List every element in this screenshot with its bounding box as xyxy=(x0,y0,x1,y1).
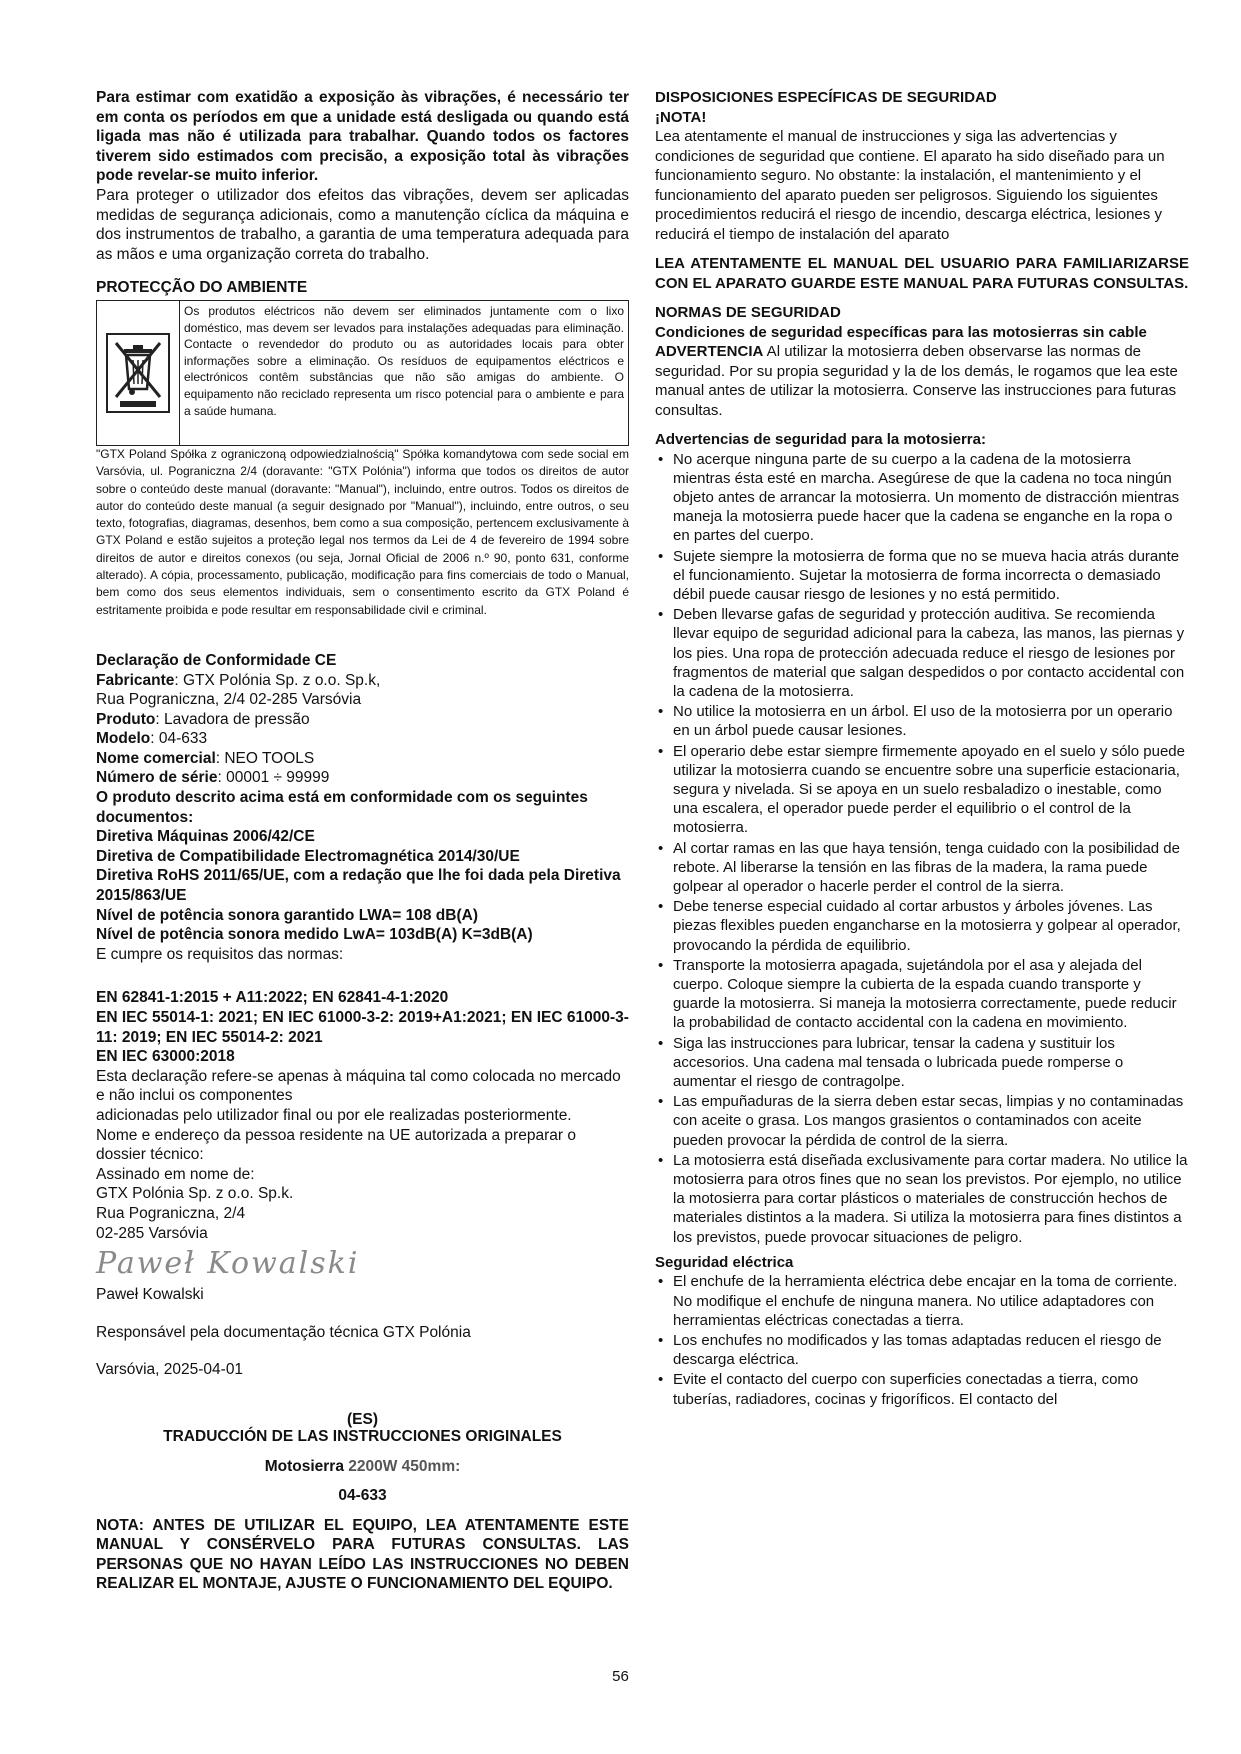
environment-heading: PROTECÇÃO DO AMBIENTE xyxy=(96,279,308,297)
vibration-paragraph: Para proteger o utilizador dos efeitos das vibrações, devem ser aplicadas medidas de segurança adicionais, como a manutenção cíclica da máquina e dos instrumentos de trabalho, a garantia de uma temperatura adequada para as mãos e uma organização correta do trabalho. xyxy=(96,186,629,263)
chainsaw-warnings-heading: Advertencias de seguridad para la motosierra: xyxy=(655,431,986,448)
usage-note: NOTA: ANTES DE UTILIZAR EL EQUIPO, LEA ATENTAMENTE ESTE MANUAL Y CONSÉRVELO PARA FUTURAS CONSULTAS. LAS PERSONAS QUE NO HAYAN LEÍDO LAS INSTRUCCIONES NO DEBEN REALIZAR EL MONTAJE, AJUSTE O FUNCIONAMIENTO DEL EQUIPO. xyxy=(96,1516,629,1593)
product-code: 04-633 xyxy=(338,1487,387,1505)
warning-text: Al utilizar la motosierra deben observarse las normas de seguridad. Por su propia seguridad y la de los demás, le rogamos que lea este manual antes de utilizar la motosierra. Conserve las instrucciones para futuras consultas. xyxy=(655,343,1178,419)
handwritten-signature: Paweł Kowalski xyxy=(96,1246,360,1282)
translation-title: TRADUCCIÓN DE LAS INSTRUCCIONES ORIGINALES xyxy=(163,1427,562,1445)
serial-value: : 00001 ÷ 99999 xyxy=(217,769,330,787)
list-item: • El enchufe de la herramienta eléctrica debe encajar en la toma de corriente. No modifique el enchufe de ninguna manera. No utilice adaptadores con herramientas eléctricas conectadas a tierra. xyxy=(655,1272,1189,1330)
declaration-scope-2: adicionadas pelo utilizador final ou por ele realizadas posteriormente. xyxy=(96,1106,572,1124)
nota-label: ¡NOTA! xyxy=(655,108,707,126)
signer-city: 02-285 Varsóvia xyxy=(96,1224,208,1242)
serial-line xyxy=(96,768,629,788)
trade-name-label: Nome comercial xyxy=(96,749,216,767)
chainsaw-warnings-list xyxy=(655,450,1189,1247)
signer-name: Paweł Kowalski xyxy=(96,1286,204,1304)
product-line xyxy=(96,710,629,730)
vibration-bold-paragraph: Para estimar com exatidão a exposição às vibrações, é necessário ter em conta os períodos em que a unidade está desligada ou quando está ligada mas não é utilizada para trabalhar. Quando todos os factores tiverem sido estimados com precisão, a exposição total às vibrações pode revelar-se muito inferior. xyxy=(96,89,629,185)
environment-text: Os produtos eléctricos não devem ser eliminados juntamente com o lixo doméstico, mas devem ser levados para instalações adequadas para eliminação. Contacte o revendedor do produto ou as autoridades locais para obter informações sobre a eliminação. Os resíduos de equipamentos eléctricos e electrónicos contêm substâncias que não são amigas do ambiente. O equipamento não reciclado representa um risco potencial para o ambiente e para a saúde humana. xyxy=(184,303,624,418)
manufacturer-label: Fabricante xyxy=(96,671,175,689)
model-label: Modelo xyxy=(96,730,151,748)
electrical-safety-list xyxy=(655,1272,1189,1408)
safety-norms-heading: NORMAS DE SEGURIDAD xyxy=(655,304,841,321)
product-title xyxy=(96,1457,629,1477)
manufacturer-address: Rua Pograniczna, 2/4 02-285 Varsóvia xyxy=(96,691,362,709)
product-value: : Lavadora de pressão xyxy=(155,710,310,728)
product-title-name: Motosierra xyxy=(264,1457,344,1475)
warning-label: ADVERTENCIA xyxy=(655,343,764,360)
electrical-safety-heading: Seguridad eléctrica xyxy=(655,1253,794,1271)
declaration-scope: Esta declaração refere-se apenas à máquina tal como colocada no mercado e não inclui os componentes xyxy=(96,1067,621,1105)
declaration-title: Declaração de Conformidade CE xyxy=(96,651,337,669)
product-title-spec: 2200W 450mm: xyxy=(348,1457,461,1475)
list-item: • Sujete siempre la motosierra de forma que no se mueva hacia atrás durante el funcionamiento. Sujetar la motosierra de forma incorrecta o demasiado débil puede causar riesgo de lesiones y no está permitido. xyxy=(655,547,1189,605)
page-number: 56 xyxy=(612,1668,629,1685)
model-value: : 04-633 xyxy=(150,730,208,748)
cordless-heading: Condiciones de seguridad específicas para las motosierras sin cable xyxy=(655,323,1147,341)
directive-rohs: Diretiva RoHS 2011/65/UE, com a redação que lhe foi dada pela Diretiva 2015/863/UE xyxy=(96,867,621,905)
list-item: • Siga las instrucciones para lubricar, tensar la cadena y sustituir los accesorios. Una cadena mal tensada o lubricada puede romperse o aumentar el riesgo de contragolpe. xyxy=(655,1034,1189,1092)
sound-power-measured: Nível de potência sonora medido LwA= 103dB(A) K=3dB(A) xyxy=(96,926,533,944)
list-item: • No utilice la motosierra en un árbol. El uso de la motosierra por un operario en un árbol puede causar lesiones. xyxy=(655,702,1189,740)
read-manual-notice: LEA ATENTAMENTE EL MANUAL DEL USUARIO PARA FAMILIARIZARSE CON EL APARATO GUARDE ESTE MANUAL PARA FUTURAS CONSULTAS. xyxy=(655,255,1189,292)
list-item: • La motosierra está diseñada exclusivamente para cortar madera. No utilice la motosierra para otros fines que no sean los previstos. Por ejemplo, no utilice la motosierra para cortar plásticos o materiales de construcción hechos de materiales distintos a la madera. Si utiliza la motosierra para fines distintos a los previstos, puede provocar situaciones de peligro. xyxy=(655,1151,1189,1247)
right-column xyxy=(655,88,1189,1410)
environment-box xyxy=(96,300,629,446)
norms-intro: E cumpre os requisitos das normas: xyxy=(96,945,344,963)
sound-power-guaranteed: Nível de potência sonora garantido LWA= 108 dB(A) xyxy=(96,906,478,924)
serial-label: Número de série xyxy=(96,769,218,787)
list-item: • Las empuñaduras de la sierra deben estar secas, limpias y no contaminadas con aceite o grasa. Los mangos grasientos o contaminados con aceite pueden provocar la pérdida de control de la sierra. xyxy=(655,1092,1189,1150)
left-column xyxy=(96,88,629,1594)
list-item: • Los enchufes no modificados y las tomas adaptadas reducen el riesgo de descarga eléctrica. xyxy=(655,1331,1189,1369)
directive-emc: Diretiva de Compatibilidade Electromagnética 2014/30/UE xyxy=(96,847,520,865)
norm-line-3: EN IEC 63000:2018 xyxy=(96,1048,235,1066)
responsible-person: Responsável pela documentação técnica GTX Polónia xyxy=(96,1323,471,1341)
technical-file-person: Nome e endereço da pessoa residente na UE autorizada a preparar o dossier técnico: xyxy=(96,1126,576,1164)
product-label: Produto xyxy=(96,710,156,728)
norm-line-1: EN 62841-1:2015 + A11:2022; EN 62841-4-1:2020 xyxy=(96,989,449,1007)
manufacturer-line xyxy=(96,671,629,691)
trade-name-line xyxy=(96,749,629,769)
model-line xyxy=(96,729,629,749)
specific-safety-heading: DISPOSICIONES ESPECÍFICAS DE SEGURIDAD xyxy=(655,89,997,106)
signer-company: GTX Polónia Sp. z o.o. Sp.k. xyxy=(96,1185,294,1203)
trade-name-value: : NEO TOOLS xyxy=(215,749,315,767)
list-item: • Al cortar ramas en las que haya tensión, tenga cuidado con la posibilidad de rebote. Al liberarse la tensión en las fibras de la madera, la rama puede golpear al operador o hacerle perder el control de la sierra. xyxy=(655,839,1189,897)
list-item: • Evite el contacto del cuerpo con superficies conectadas a tierra, como tuberías, radiadores, cocinas y frigoríficos. El contacto del xyxy=(655,1370,1189,1408)
language-code: (ES) xyxy=(347,1410,378,1428)
directive-machinery: Diretiva Máquinas 2006/42/CE xyxy=(96,828,315,846)
conformity-statement: O produto descrito acima está em conformidade com os seguintes documentos: xyxy=(96,789,588,826)
place-date: Varsóvia, 2025-04-01 xyxy=(96,1361,244,1379)
list-item: • El operario debe estar siempre firmemente apoyado en el suelo y sólo puede utilizar la motosierra cuando se encuentre sobre una superficie estacionaria, segura y nivelada. Si se apoya en un suelo resbaladizo o inestable, como una escalera, el operador puede perder el equilibrio o el control de la motosierra. xyxy=(655,742,1189,838)
manufacturer-value: : GTX Polónia Sp. z o.o. Sp.k, xyxy=(174,671,381,689)
list-item: • Transporte la motosierra apagada, sujetándola por el asa y alejada del cuerpo. Coloque siempre la cubierta de la espada cuando transporte y guarde la motosierra. Si maneja la motosierra correctamente, puede reducir la probabilidad de contacto accidental con la cadena en movimiento. xyxy=(655,956,1189,1033)
safety-intro: Lea atentamente el manual de instrucciones y siga las advertencias y condiciones de seguridad que contiene. El aparato ha sido diseñado para un funcionamiento seguro. No obstante: la instalación, el mantenimiento y el funcionamiento del aparato pueden ser peligrosos. Siguiendo los siguientes procedimientos reducirá el riesgo de incendio, descarga eléctrica, lesiones y reducirá el tiempo de instalación del aparato xyxy=(655,128,1165,243)
list-item: • No acerque ninguna parte de su cuerpo a la cadena de la motosierra mientras ésta esté en marcha. Asegúrese de que la cadena no toca ningún objeto antes de arrancar la motosierra. Un momento de distracción mientras maneja la motosierra puede hacer que la cadena se enganche en la ropa o en partes del cuerpo. xyxy=(655,450,1189,546)
crossed-bin-icon xyxy=(97,301,180,445)
copyright-notice: "GTX Poland Spółka z ograniczoną odpowiedzialnością" Spółka komandytowa com sede social em Varsóvia, ul. Pograniczna 2/4 (doravante: "GTX Polónia") informa que todos os direitos de autor sobre o conteúdo deste manual (doravante: "Manual"), incluindo, entre outros. Todos os direitos de autor do conteúdo deste manual (a seguir designado por "Manual"), incluindo, entre outros, o seu texto, fotografias, diagramas, desenhos, bem como a sua composição, pertencem exclusivamente à GTX Poland e estão sujeitos a proteção legal nos termos da Lei de 4 de fevereiro de 1994 sobre direitos de autor e direitos conexos (ou seja, Jornal Oficial de 2006 n.º 90, ponto 631, conforme alterado). A cópia, processamento, publicação, modificação para fins comerciais de todo o Manual, bem como dos seus elementos individuais, sem o consentimento escrito da GTX Poland é estritamente proibida e pode resultar em responsabilidade civil e criminal. xyxy=(96,446,629,617)
signed-on-behalf: Assinado em nome de: xyxy=(96,1165,255,1183)
list-item: • Deben llevarse gafas de seguridad y protección auditiva. Se recomienda llevar equipo de seguridad adicional para la cabeza, las manos, las piernas y los pies. Una ropa de protección adecuada reduce el riesgo de lesiones por fragmentos de material que salgan despedidos o por contacto accidental con la cadena de la motosierra. xyxy=(655,605,1189,701)
warning-paragraph xyxy=(655,342,1189,420)
list-item: • Debe tenerse especial cuidado al cortar arbustos y árboles jóvenes. Las piezas flexibles pueden engancharse en la motosierra y golpear al operador, provocando la pérdida de equilibrio. xyxy=(655,897,1189,955)
signer-street: Rua Pograniczna, 2/4 xyxy=(96,1204,246,1222)
norm-line-2: EN IEC 55014-1: 2021; EN IEC 61000-3-2: 2019+A1:2021; EN IEC 61000-3-11: 2019; EN IEC 55014-2: 2021 xyxy=(96,1009,629,1046)
